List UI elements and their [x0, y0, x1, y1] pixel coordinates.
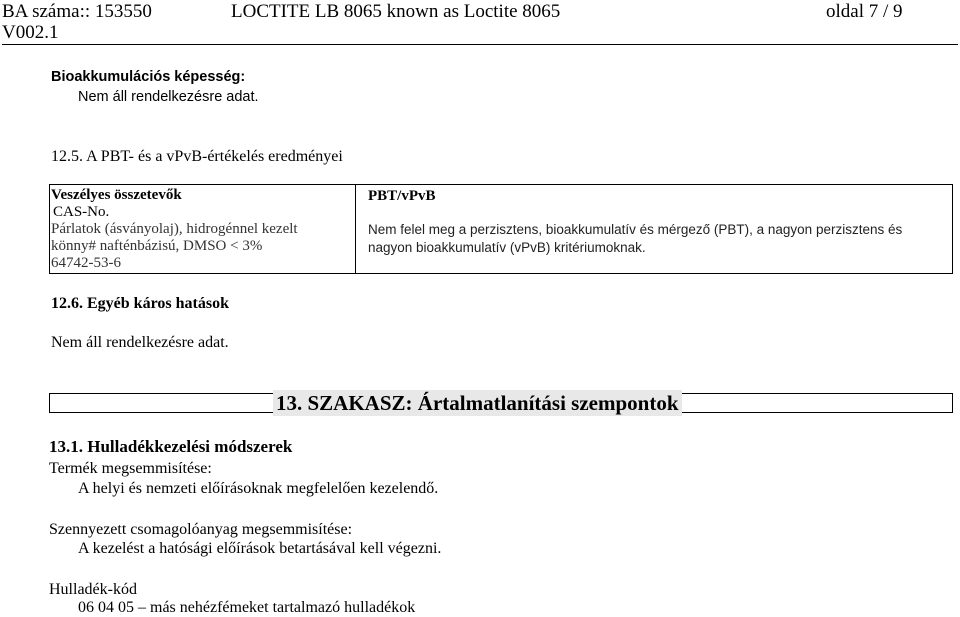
- pbt-result-line2: nagyon bioakkumulatív (vPvB) kritériumoknak.: [368, 240, 646, 255]
- pbt-table-result-cell: [356, 185, 953, 274]
- cas-number: 64742-53-6: [51, 255, 121, 271]
- page-number: oldal 7 / 9: [826, 1, 903, 22]
- packaging-disposal-label: Szennyezett csomagolóanyag megsemmisítése:: [49, 521, 353, 538]
- bioaccumulation-heading: Bioakkumulációs képesség:: [51, 69, 246, 85]
- section-12-5-heading: 12.5. A PBT- és a vPvB-értékelés eredményei: [51, 148, 343, 165]
- section-13-title: 13. SZAKASZ: Ártalmatlanítási szempontok: [273, 390, 682, 416]
- packaging-disposal-text: A kezelést a hatósági előírások betartásával kell végezni.: [78, 540, 442, 557]
- pbt-result-text: [368, 221, 952, 257]
- waste-code-text: 06 04 05 – más nehézfémeket tartalmazó hulladékok: [78, 599, 416, 616]
- header-rule: [2, 44, 958, 45]
- ingredient-name-line1: Párlatok (ásványolaj), hidrogénnel kezelt: [51, 221, 298, 237]
- product-disposal-text: A helyi és nemzeti előírásoknak megfelelően kezelendő.: [78, 480, 439, 497]
- ingredient-header: Veszélyes összetevők: [51, 187, 182, 203]
- version: V002.1: [2, 22, 59, 43]
- waste-code-label: Hulladék-kód: [49, 581, 137, 598]
- ba-number: BA száma:: 153550: [2, 1, 152, 22]
- pbt-title: PBT/vPvB: [368, 188, 436, 204]
- cas-label: CAS-No.: [53, 204, 110, 220]
- pbt-table: [49, 184, 953, 274]
- pbt-table-ingredient-cell: [50, 185, 356, 274]
- section-13-1-heading: 13.1. Hulladékkezelési módszerek: [49, 437, 293, 456]
- section-12-6-value: Nem áll rendelkezésre adat.: [51, 334, 229, 351]
- pbt-result-line1: Nem felel meg a perzisztens, bioakkumulatív és mérgező (PBT), a nagyon perzisztens és: [368, 222, 903, 237]
- product-name: LOCTITE LB 8065 known as Loctite 8065: [231, 1, 561, 22]
- bioaccumulation-value: Nem áll rendelkezésre adat.: [78, 89, 259, 105]
- ingredient-name-line2: könny# nafténbázisú, DMSO < 3%: [51, 238, 263, 254]
- section-12-6-heading: 12.6. Egyéb káros hatások: [51, 295, 229, 312]
- product-disposal-label: Termék megsemmisítése:: [49, 460, 212, 477]
